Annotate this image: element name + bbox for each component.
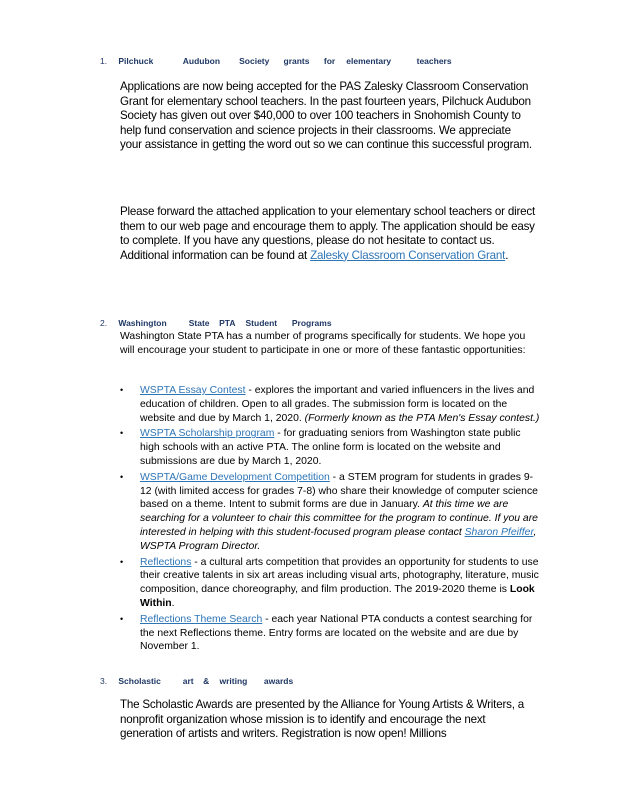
- heading-word: writing: [219, 676, 248, 686]
- essay-contest-link[interactable]: WSPTA Essay Contest: [140, 385, 246, 396]
- item-text: - a cultural arts competition that provides an opportunity for students to use their creative talents in six art areas including visual arts, photography, literature, music composition, dance choreography, and film production. The 2019-2020 theme is: [140, 556, 539, 596]
- heading-word: art: [182, 676, 194, 686]
- list-item: [120, 384, 540, 425]
- bullet-marker: •: [120, 613, 124, 624]
- item-note: At this time we are searching for a volunteer to chair this committee for the program to continue. If you are interested in helping with this student-focused program please contact: [140, 499, 538, 538]
- heading-word: &: [203, 676, 210, 686]
- heading-word: Student: [245, 318, 278, 328]
- section-2-heading: [100, 318, 332, 328]
- section-number: 1.: [100, 56, 108, 66]
- scholarship-program-link[interactable]: WSPTA Scholarship program: [140, 428, 275, 440]
- heading-word: Programs: [291, 318, 332, 328]
- paragraph-end: .: [505, 248, 509, 262]
- item-text: - explores the important and varied influencers in the lives and education of children. Open to all grades. The submission form is located on the website and due by March 1, 2020.: [140, 385, 535, 424]
- heading-word: teachers: [416, 56, 452, 66]
- heading-word: Pilchuck: [118, 56, 154, 66]
- heading-word: Washington: [118, 318, 167, 328]
- section-1-paragraph-1: Applications are now being accepted for the PAS Zalesky Classroom Conservation Grant for elementary school teachers. In the past fourteen years, Pilchuck Audubon Society has given out over $40,000 to over 100 teachers in Snohomish County to help fund conservation and science projects in their classrooms. We appreciate your assistance in getting the word out so we can continue this successful program.: [120, 80, 532, 152]
- item-text: - for graduating seniors from Washington state public high schools with an active PTA. The online form is located on the website and submissions are due by March 1, 2020.: [140, 428, 521, 467]
- theme-name: Look Within: [140, 584, 535, 609]
- list-item: [120, 427, 540, 468]
- item-end: .: [171, 597, 175, 609]
- heading-word: Audubon: [182, 56, 221, 66]
- item-text: - each year National PTA conducts a contest searching for the next Reflections theme. Entry forms are located on the website and are due by November 1.: [140, 613, 533, 653]
- heading-word: grants: [283, 56, 310, 66]
- list-item: [120, 613, 540, 654]
- heading-word: Scholastic: [118, 676, 161, 686]
- zalesky-grant-link[interactable]: Zalesky Classroom Conservation Grant: [310, 248, 506, 262]
- list-item: [120, 471, 540, 554]
- game-development-link[interactable]: WSPTA/Game Development Competition: [140, 471, 330, 483]
- item-text: - a STEM program for students in grades 9-12 (with limited access for grades 7-8) who share their knowledge of computer science based on a theme. Intent to submit forms are due in January.: [140, 471, 538, 511]
- section-1-paragraph-2: [120, 205, 535, 263]
- bullet-marker: •: [120, 428, 124, 439]
- heading-word: Society: [239, 56, 270, 66]
- heading-word: State: [188, 318, 210, 328]
- reflections-theme-search-link[interactable]: Reflections Theme Search: [140, 613, 263, 625]
- reflections-link[interactable]: Reflections: [140, 556, 192, 568]
- item-note: (Formerly known as the PTA Men's Essay contest.): [304, 412, 540, 424]
- bullet-marker: •: [120, 471, 124, 482]
- section-3-heading: [100, 676, 293, 686]
- section-1-heading: [100, 56, 452, 66]
- sharon-pfeiffer-link[interactable]: Sharon Pfeiffer: [464, 526, 534, 538]
- heading-word: awards: [263, 676, 294, 686]
- heading-word: elementary: [346, 56, 392, 66]
- paragraph-text: Please forward the attached application to your elementary school teachers or direct them to our web page and encourage them to apply. The application should be easy to complete. If you have any questions, please do not hesitate to contact us. Additional information can be found at: [120, 205, 535, 262]
- section-number: 3.: [100, 676, 108, 686]
- section-3-paragraph: The Scholastic Awards are presented by the Alliance for Young Artists & Writers, a nonprofit organization whose mission is to identify and encourage the next generation of artists and writers. Registration is now open! Millions: [120, 698, 524, 741]
- section-number: 2.: [100, 318, 108, 328]
- bullet-marker: •: [120, 556, 124, 567]
- program-list: [120, 384, 540, 656]
- list-item: [120, 556, 540, 611]
- section-2-intro: Washington State PTA has a number of programs specifically for students. We hope you will encourage your student to participate in one or more of these fantastic opportunities:: [120, 331, 526, 356]
- heading-word: PTA: [219, 318, 236, 328]
- item-note-end: , WSPTA Program Director.: [140, 526, 537, 552]
- bullet-marker: •: [120, 385, 124, 395]
- heading-word: for: [323, 56, 336, 66]
